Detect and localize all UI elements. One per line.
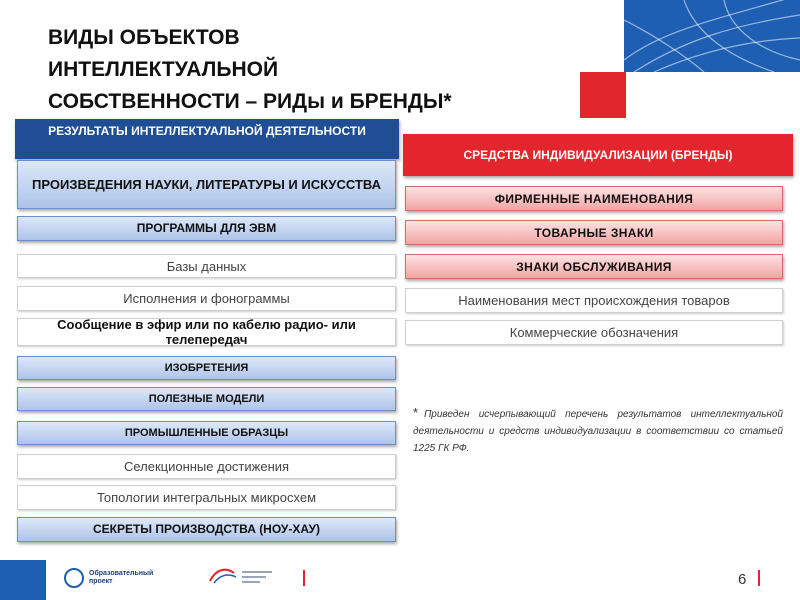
footer-blue-block [0, 560, 46, 600]
item-trade-secrets: СЕКРЕТЫ ПРОИЗВОДСТВА (НОУ-ХАУ) [17, 517, 396, 542]
item-broadcasts: Сообщение в эфир или по кабелю радио- или телепередач [17, 318, 396, 346]
item-trademarks: ТОВАРНЫЕ ЗНАКИ [405, 220, 783, 245]
item-computer-programs: ПРОГРАММЫ ДЛЯ ЭВМ [17, 216, 396, 241]
footnote [413, 404, 783, 457]
footnote-star: * [413, 405, 419, 420]
item-performances-phonograms: Исполнения и фонограммы [17, 286, 396, 311]
item-appellations-of-origin: Наименования мест происхождения товаров [405, 288, 783, 313]
title-line-2: ИНТЕЛЛЕКТУАЛЬНОЙ [48, 58, 279, 81]
item-inventions: ИЗОБРЕТЕНИЯ [17, 356, 396, 380]
title-line-3: СОБСТВЕННОСТИ – РИДы и БРЕНДЫ* [48, 90, 452, 113]
education-project-logo [64, 566, 184, 590]
item-works-science-literature-art: ПРОИЗВЕДЕНИЯ НАУКИ, ЛИТЕРАТУРЫ И ИСКУССТВА [17, 160, 396, 209]
logo-line-2: проект [89, 578, 113, 585]
right-column-header: СРЕДСТВА ИНДИВИДУАЛИЗАЦИИ (БРЕНДЫ) [403, 134, 793, 176]
item-commercial-designations: Коммерческие обозначения [405, 320, 783, 345]
item-breeding-achievements: Селекционные достижения [17, 454, 396, 479]
partner-logo [208, 565, 278, 587]
item-databases: Базы данных [17, 254, 396, 278]
item-service-marks: ЗНАКИ ОБСЛУЖИВАНИЯ [405, 254, 783, 279]
logo-line-1: Образовательный [89, 570, 154, 577]
footer-divider [303, 570, 305, 586]
left-column-header: РЕЗУЛЬТАТЫ ИНТЕЛЛЕКТУАЛЬНОЙ ДЕЯТЕЛЬНОСТИ [15, 119, 399, 159]
decorative-wave-panel [624, 0, 800, 72]
page-number-divider [758, 570, 760, 586]
footnote-text: Приведен исчерпывающий перечень результатов интеллектуальной деятельности и средств индивидуализации в соответствии со статьей 1225 ГК РФ. [413, 409, 783, 454]
page-title [48, 22, 608, 118]
title-line-1: ВИДЫ ОБЪЕКТОВ [48, 26, 240, 49]
page-number: 6 [738, 571, 747, 588]
item-integrated-circuit-topologies: Топологии интегральных микросхем [17, 485, 396, 510]
item-company-names: ФИРМЕННЫЕ НАИМЕНОВАНИЯ [405, 186, 783, 211]
item-utility-models: ПОЛЕЗНЫЕ МОДЕЛИ [17, 387, 396, 411]
item-industrial-designs: ПРОМЫШЛЕННЫЕ ОБРАЗЦЫ [17, 421, 396, 445]
globe-icon [64, 568, 84, 588]
